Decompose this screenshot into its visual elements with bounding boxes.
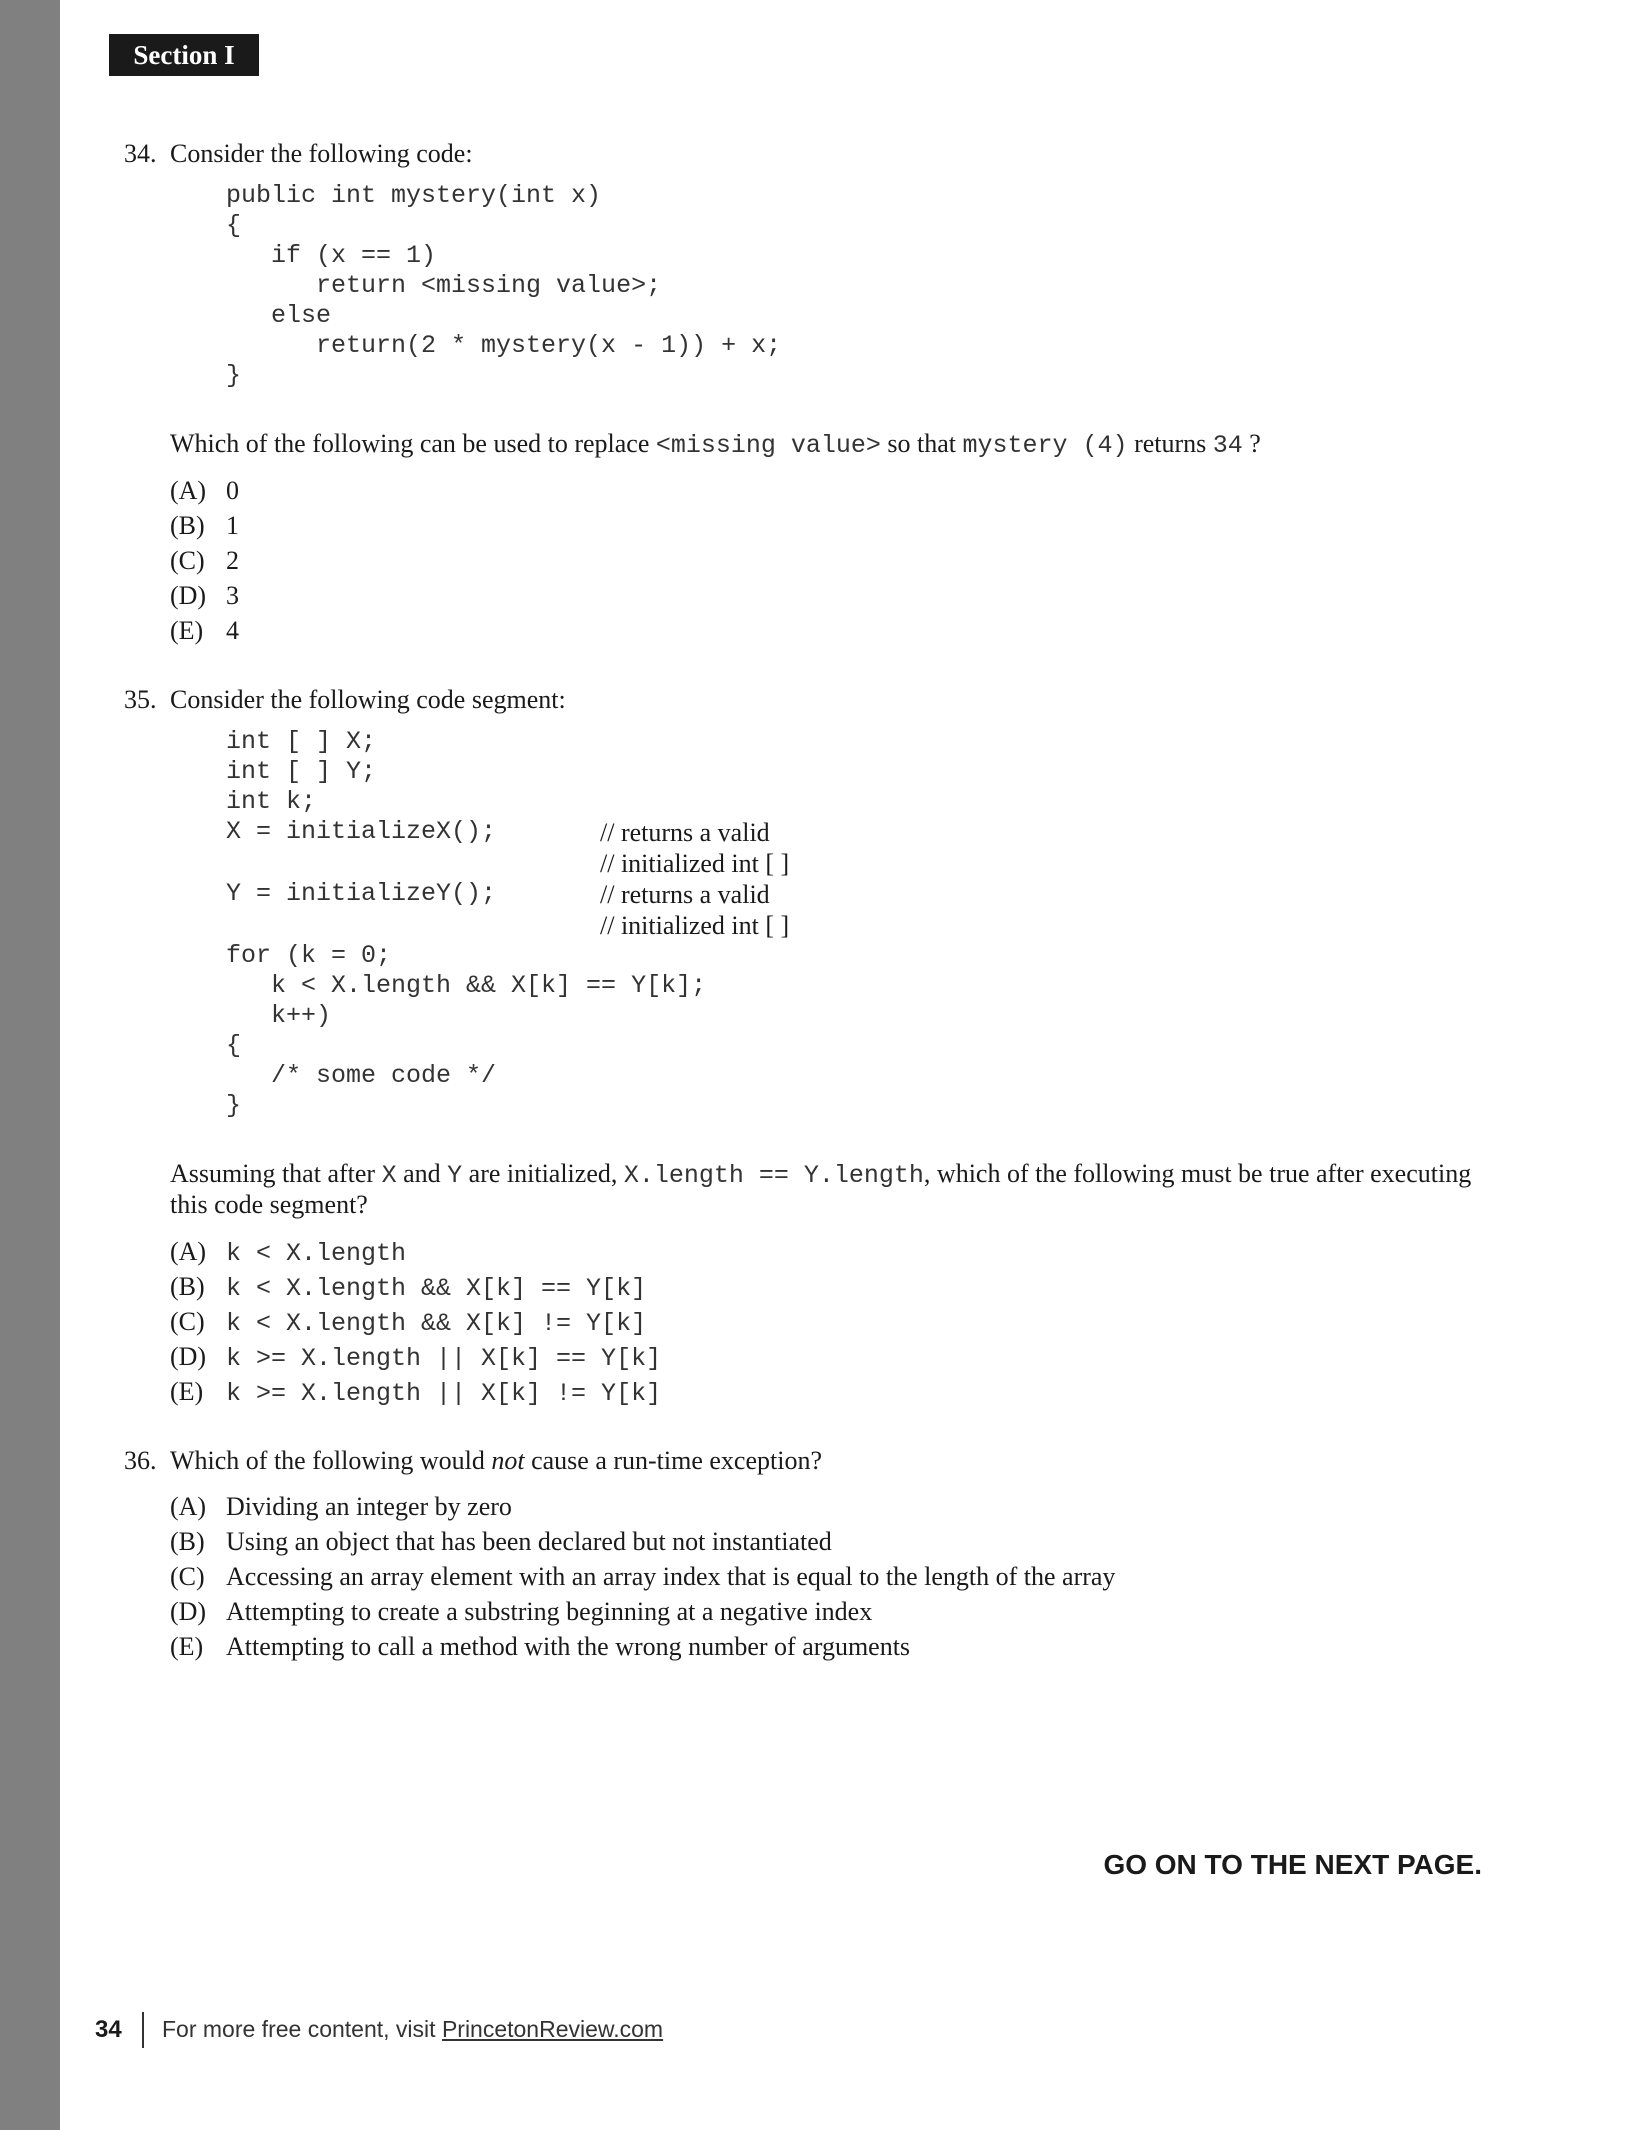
code-line: } [226,1091,242,1120]
code-line: k < X.length && X[k] == Y[k]; [226,971,707,1000]
answer-choice[interactable]: (D) Attempting to create a substring beginning at a negative index [170,1597,873,1626]
code-line: } [226,361,242,390]
question-35-text-cont: this code segment? [170,1190,368,1219]
code-line: k++) [226,1001,332,1030]
section-label: Section I [109,34,259,76]
answer-choice[interactable]: (B) k < X.length && X[k] == Y[k] [170,1272,647,1303]
answer-choice[interactable]: (E) 4 [170,616,239,645]
code-comment: // returns a valid [600,818,770,847]
code-line: int [ ] Y; [226,757,377,786]
question-35-number: 35. [124,685,157,714]
question-34-text: Which of the following can be used to replace <missing value> so that mystery (4) returns 34 ? [170,429,1261,460]
code-line: { [226,211,242,240]
code-line: int [ ] X; [226,727,377,756]
code-line: Y = initializeY(); [226,879,497,908]
question-35-prompt: Consider the following code segment: [170,685,566,714]
footer-text: For more free content, visit PrincetonReview.com [162,2016,664,2042]
answer-choice[interactable]: (A) Dividing an integer by zero [170,1492,512,1521]
answer-choice[interactable]: (E) Attempting to call a method with the wrong number of arguments [170,1632,911,1661]
answer-choice[interactable]: (C) 2 [170,546,239,575]
code-line: { [226,1031,242,1060]
code-line: public int mystery(int x) [226,181,602,210]
question-34-number: 34. [124,139,157,168]
code-line: /* some code */ [226,1061,497,1090]
go-next-page-notice: GO ON TO THE NEXT PAGE. [1103,1849,1482,1880]
answer-choice[interactable]: (B) Using an object that has been declared but not instantiated [170,1527,832,1556]
answer-choice[interactable]: (C) k < X.length && X[k] != Y[k] [170,1307,647,1338]
answer-choice[interactable]: (A) 0 [170,476,239,505]
code-comment: // initialized int [ ] [600,911,790,940]
question-36-prompt: Which of the following would not cause a run-time exception? [170,1446,822,1475]
answer-choice[interactable]: (D) 3 [170,581,239,610]
answer-choice[interactable]: (A) k < X.length [170,1237,407,1268]
footer-link[interactable]: PrincetonReview.com [441,2016,664,2042]
question-35-text: Assuming that after X and Y are initialized, X.length == Y.length, which of the following must be true after executing [170,1159,1472,1190]
answer-choice[interactable]: (E) k >= X.length || X[k] != Y[k] [170,1377,662,1408]
footer-divider [142,2012,144,2048]
answer-choice[interactable]: (D) k >= X.length || X[k] == Y[k] [170,1342,662,1373]
code-line: return <missing value>; [226,271,662,300]
answer-choice[interactable]: (B) 1 [170,511,239,540]
code-line: return(2 * mystery(x - 1)) + x; [226,331,782,360]
side-margin-bar [0,0,60,2130]
code-comment: // returns a valid [600,880,770,909]
answer-choice[interactable]: (C) Accessing an array element with an array index that is equal to the length of the array [170,1562,1116,1591]
code-line: X = initializeX(); [226,817,497,846]
question-34-prompt: Consider the following code: [170,139,473,168]
code-line: else [226,301,332,330]
code-line: int k; [226,787,317,816]
page-number: 34 [95,2016,122,2043]
code-line: if (x == 1) [226,241,437,270]
question-36-number: 36. [124,1446,157,1475]
code-line: for (k = 0; [226,941,392,970]
code-comment: // initialized int [ ] [600,849,790,878]
